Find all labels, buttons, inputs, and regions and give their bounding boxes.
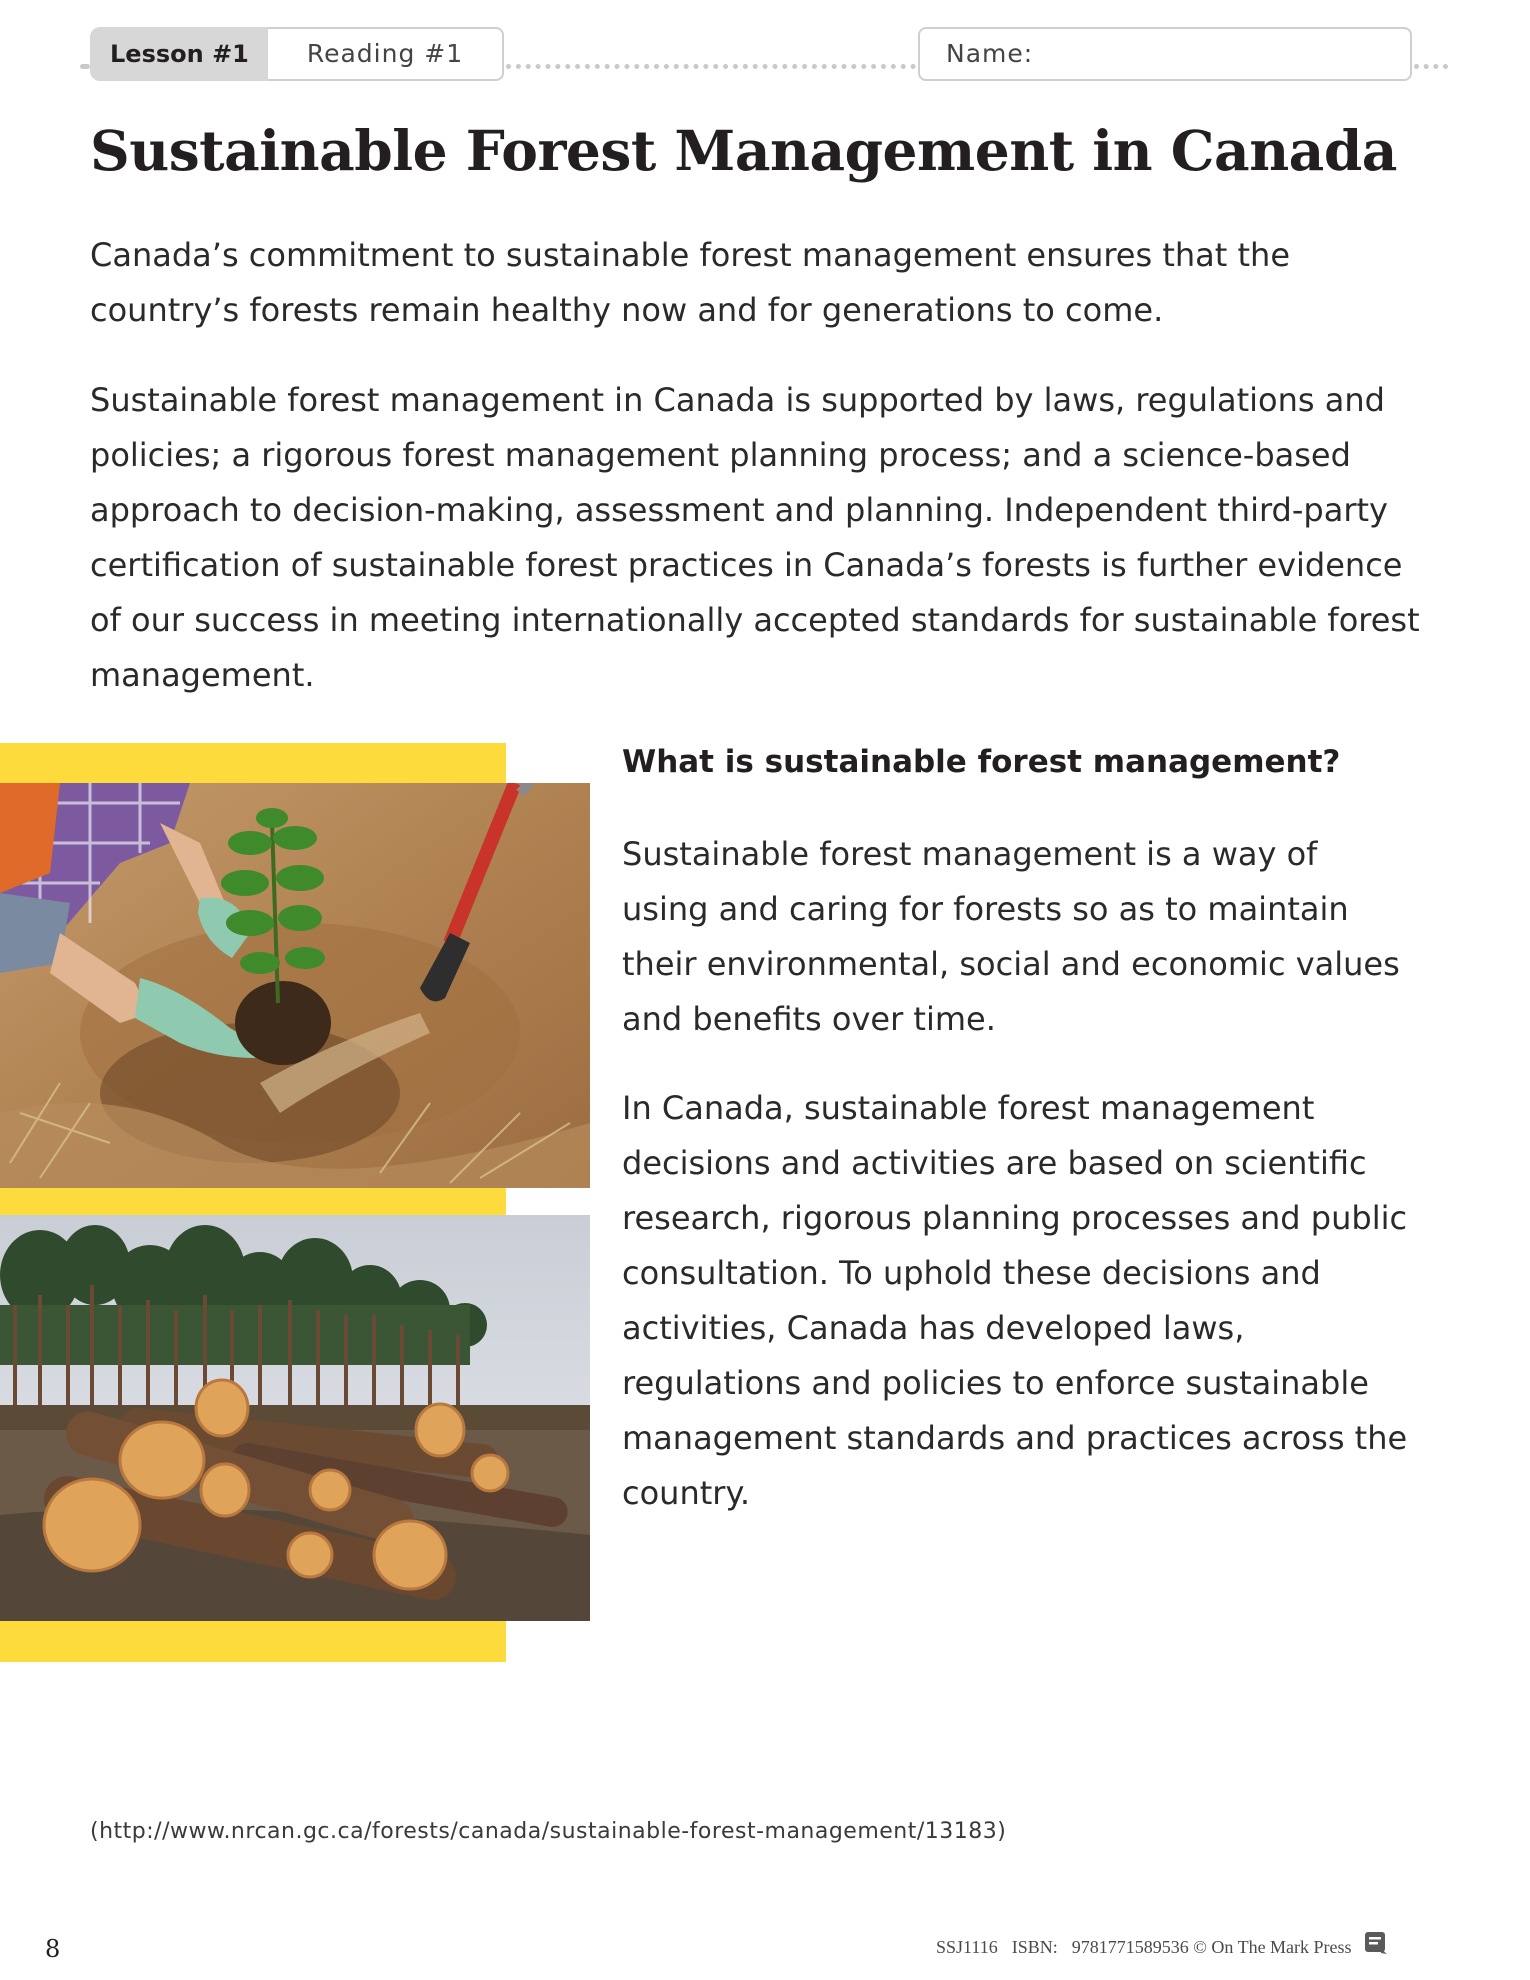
product-code: SSJ1116 [936,1937,998,1957]
accent-bar-middle [0,1188,506,1215]
accent-bar-bottom [0,1621,506,1662]
name-field[interactable]: Name: [918,27,1412,81]
reading-tab: Reading #1 [268,27,504,81]
header-dotted-rule-middle [506,64,916,69]
header-dotted-rule-left [80,64,90,69]
page-number: 8 [45,1935,61,1963]
intro-paragraph: Canada’s commitment to sustainable forest management ensures that the country’s forests remain healthy now and for generations to come. [90,236,1290,329]
footer-credits [936,1937,1366,1958]
isbn-label: ISBN: [1011,1937,1058,1957]
photo-logs-forest [0,1215,590,1621]
accent-bar-top [0,743,506,783]
page-title: Sustainable Forest Management in Canada [90,118,1397,183]
book-icon [1363,1929,1389,1955]
section-paragraph-definition: Sustainable forest management is a way of using and caring for forests so as to maintain their environmental, social and economic values and benefits over time. [622,835,1400,1038]
body-paragraph: Sustainable forest management in Canada is supported by laws, regulations and policies; a rigorous forest management planning process; and a science-based approach to decision-making, assessment and planning. Independent third-party certification of sustainable forest practices in Canada’s forests is further evidence of our success in meeting internationally accepted standards for sustainable forest management. [90,381,1420,694]
lesson-tab: Lesson #1 [90,27,268,81]
header-dotted-rule-right [1414,64,1448,69]
isbn-copyright: 9781771589536 © On The Mark Press [1071,1937,1352,1957]
photo-planting-seedling [0,783,590,1188]
section-paragraph-canada: In Canada, sustainable forest management decisions and activities are based on scientific research, rigorous planning processes and public consultation. To uphold these decisions and activities, Canada has developed laws, regulations and policies to enforce sustainable management standards and practices across the country. [622,1089,1408,1512]
source-citation: (http://www.nrcan.gc.ca/forests/canada/sustainable-forest-management/13183) [90,1819,1007,1844]
section-heading: What is sustainable forest management? [622,744,1341,780]
